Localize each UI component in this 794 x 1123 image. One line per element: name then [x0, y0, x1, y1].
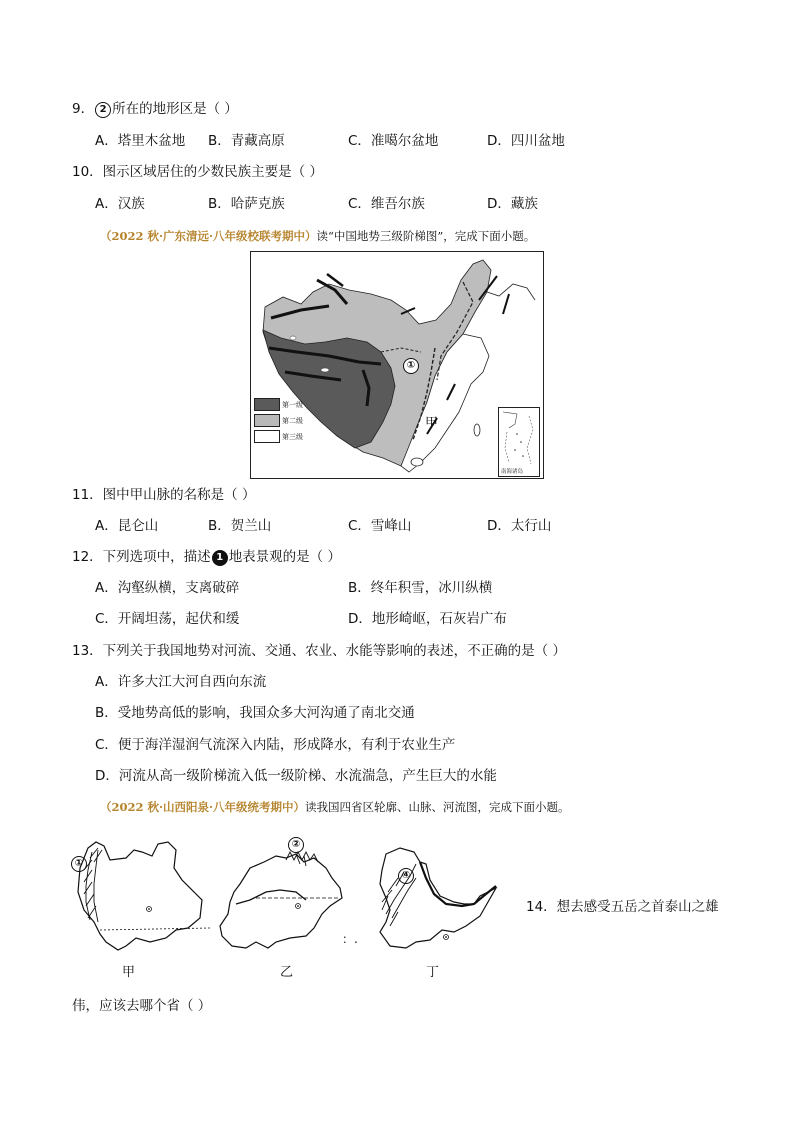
- q12-option-b: B．终年积雪，冰川纵横: [348, 580, 493, 596]
- q10-option-a: A．汉族: [95, 196, 145, 212]
- q11-option-b: B．贺兰山: [208, 518, 272, 534]
- intro-text: 读“中国地势三级阶梯图”，完成下面小题。: [316, 229, 536, 243]
- q9-option-d: D．四川盆地: [487, 133, 565, 149]
- province-name-jia: 甲: [122, 965, 136, 980]
- south-china-sea-inset: [498, 407, 540, 477]
- legend-label-3: 第三级: [282, 433, 303, 441]
- q13-option-b: B．受地势高低的影响，我国众多大河沟通了南北交通: [95, 705, 415, 721]
- china-terrain-map: [250, 251, 544, 479]
- q12-option-a: A．沟壑纵横，支离破碎: [95, 580, 240, 596]
- legend-swatch-1: [254, 398, 280, 411]
- legend-label-2: 第二级: [282, 417, 303, 425]
- q10-option-b: B．哈萨克族: [208, 196, 285, 212]
- q13-option-c: C．便于海洋湿润气流深入内陆，形成降水，有利于农业生产: [95, 737, 456, 753]
- q11-option-a: A．昆仑山: [95, 518, 159, 534]
- legend-swatch-3: [254, 430, 280, 443]
- marker-1: ①: [403, 358, 419, 374]
- q13-option-a: A．许多大江大河自西向东流: [95, 674, 267, 690]
- q11-stem: 11．图中甲山脉的名称是（ ）: [72, 487, 256, 503]
- q9-option-c: C．准噶尔盆地: [348, 133, 439, 149]
- inset-label: 南海诸岛: [501, 469, 524, 475]
- section-intro-1: [100, 227, 535, 245]
- legend-label-1: 第一级: [282, 401, 303, 409]
- province-outlines-figure: [70, 830, 520, 980]
- province-name-ding: 丁: [426, 965, 440, 980]
- q10-stem: 10．图示区域居住的少数民族主要是（ ）: [72, 164, 323, 180]
- marker-2: 2: [95, 102, 111, 118]
- q10-option-d: D．藏族: [487, 196, 538, 212]
- q13-stem: 13．下列关于我国地势对河流、交通、农业、水能等影响的表述，不正确的是（ ）: [72, 643, 566, 659]
- q14-stem-part1: 14．想去感受五岳之首泰山之雄: [526, 899, 719, 915]
- q13-option-d: D．河流从高一级阶梯流入低一级阶梯、水流湍急，产生巨大的水能: [95, 768, 497, 784]
- q12-option-d: D．地形崎岖，石灰岩广布: [348, 611, 507, 627]
- intro-text: 读我国四省区轮廓、山脉、河流图，完成下面小题。: [305, 800, 570, 814]
- q11-option-d: D．太行山: [487, 518, 552, 534]
- q12-stem: 12．下列选项中，描述 1 地表景观的是（ ）: [72, 549, 341, 565]
- island-dots: ：.: [342, 932, 358, 946]
- province-marker-2: ②: [288, 837, 304, 853]
- province-marker-1: ①: [71, 856, 87, 872]
- q11-option-c: C．雪峰山: [348, 518, 412, 534]
- source-tag: （2022 秋·山西阳泉·八年级统考期中）: [100, 800, 306, 814]
- inset-graphic: [499, 408, 539, 476]
- province-name-yi: 乙: [280, 965, 294, 980]
- mountain-label-jia: 甲: [425, 416, 439, 431]
- q9-option-a: A．塔里木盆地: [95, 133, 186, 149]
- legend-swatch-2: [254, 414, 280, 427]
- q14-stem-part2: 伟，应该去哪个省（ ）: [72, 998, 212, 1014]
- source-tag: （2022 秋·广东清远·八年级校联考期中）: [100, 229, 317, 243]
- province-marker-4: ④: [398, 868, 414, 884]
- marker-1-solid: 1: [212, 550, 228, 566]
- q12-option-c: C．开阔坦荡，起伏和缓: [95, 611, 240, 627]
- q9-stem: 9． 2 所在的地形区是（ ）: [72, 101, 238, 117]
- section-intro-2: [100, 798, 570, 816]
- q10-option-c: C．维吾尔族: [348, 196, 425, 212]
- q9-option-b: B．青藏高原: [208, 133, 285, 149]
